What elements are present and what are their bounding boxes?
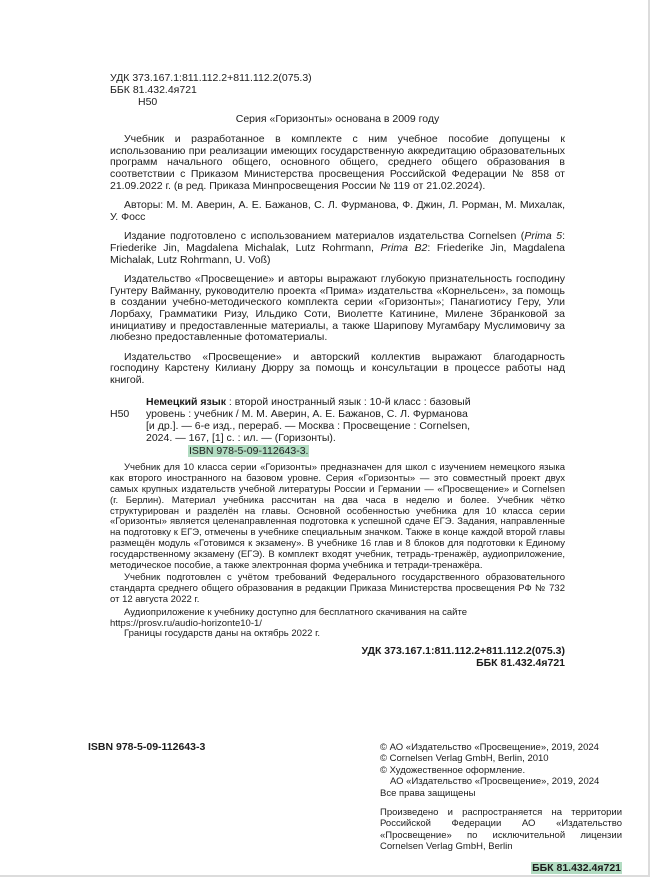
bottom-section [88, 742, 622, 874]
copyright-column [380, 742, 622, 874]
isbn-line [188, 445, 565, 457]
copyright-line: © Cornelsen Verlag GmbH, Berlin, 2010 [380, 753, 549, 765]
udk-code-right: УДК 373.167.1:811.112.2+811.112.2(075.3) [361, 645, 565, 658]
copyright-line: © Художественное оформление. [380, 764, 526, 776]
bib-line-4: 2024. — 167, [1] с. : ил. — (Горизонты). [146, 432, 336, 445]
prima5-title: Prima 5 [524, 230, 563, 243]
cornelsen-text-1: Издание подготовлено с использованием материалов издательства Cornelsen ( [124, 230, 525, 243]
bbk-code-top: ББК 81.432.4я721 [110, 84, 197, 97]
book-title: Немецкий язык [146, 396, 226, 409]
annotation-paragraph: Учебник для 10 класса серии «Горизонты» предназначен для школ с изучением немецкого языка как второго иностранного на базовом уровне. Серия «Горизонты» — это совместный проект двух самых крупных издательств учебной литературы России и Германии — «Просвещение» и Cornelsen (г. Берлин). Материал учебника рассчитан на два часа в неделю и более. Учебник чётко структурирован и разделён на главы. Основной особенностью учебника для 10 класса серии «Горизонты» является целенаправленная подготовка к успешной сдаче ЕГЭ. Задания, направленные на подготовку к ЕГЭ, отмечены в учебнике специальным значком. Также в конце каждой второй главы размещён модуль «Готовимся к экзамену». В учебнике 16 глав и 8 блоков для подготовки к Единому государственному экзамену (ЕГЭ). В комплект входят учебник, тетрадь-тренажёр, аудиоприложение, методическое пособие, а также электронная форма учебника и тетради-тренажёра. [110, 462, 565, 571]
isbn-bottom: ISBN 978-5-09-112643-3 [88, 741, 206, 753]
bbk-bottom [380, 863, 622, 874]
rights-reserved-line: Все права защищены [380, 787, 476, 799]
annotation-section [110, 463, 565, 640]
bbk-code-right: ББК 81.432.4я721 [476, 657, 565, 670]
copyright-line: АО «Издательство «Просвещение», 2019, 2024 [390, 776, 600, 788]
audio-paragraph [110, 608, 565, 630]
udk-code-top: УДК 373.167.1:811.112.2+811.112.2(075.3) [110, 72, 312, 84]
catalog-card [110, 396, 565, 457]
approval-paragraph: Учебник и разработанное в комплекте с ним учебное пособие допущены к использованию при реализации имеющих государственную аккредитацию образовательных программ начального общего, основного общего, среднего общего образования в соответствии с Приказом Министерства просвещения Российской Федерации № 858 от 21.09.2022 г. (в ред. Приказа Минпросвещения России № 119 от 21.02.2024). [110, 133, 565, 192]
classification-codes-right [110, 645, 565, 669]
author-sign-card: Н50 [110, 408, 130, 421]
bbk-search-highlight: ББК 81.432.4я721 [532, 861, 621, 874]
series-note: Серия «Горизонты» основана в 2009 году [235, 112, 440, 125]
author-sign-top: Н50 [138, 96, 158, 109]
map-borders-note: Границы государств даны на октябрь 2022 г. [124, 628, 321, 640]
audio-url[interactable]: https://prosv.ru/audio-horizonte10-1/ [110, 617, 262, 629]
distribution-paragraph: Произведено и распространяется на территории Российской Федерации АО «Издательство «Просвещение» по исключительной лицензии Cornelsen Verlag GmbH, Berlin [380, 807, 622, 853]
cornelsen-text-2: : Friederike Jin, Magdalena Michalak, Lutz Rohrmann, [110, 230, 565, 254]
acknowledgement-paragraph: Издательство «Просвещение» и авторы выражают глубокую признательность господину Гунтеру Вайманну, руководителю проекта «Прима» издательства «Корнельсен», за помощь в создании учебно-методического комплекта серии «Горизонты»; Панагиотису Геру, Ули Лорбаху, Грамматики Ризу, Ильдико Соти, Виолетте Катинине, Милене Збранковой за инициативу и предоставленные материалы, а также Шарипову Мугамбару Муслимовичу за любезно предоставленные фотоматериалы. [110, 273, 565, 344]
thanks-paragraph: Издательство «Просвещение» и авторский коллектив выражают благодарность господину Карстену Килиану Дюрру за помощь и консультации в процессе работы над книгой. [110, 350, 565, 386]
isbn-search-highlight: ISBN 978-5-09-112643-3. [189, 445, 309, 458]
audio-note-text: Аудиоприложение к учебнику доступно для бесплатного скачивания на сайте [124, 606, 467, 618]
bib-line-2: уровень : учебник / М. М. Аверин, А. Е. Бажанов, С. Л. Фурманова [146, 408, 468, 421]
cornelsen-text-3: : Friederike Jin, Magdalena Michalak, Lutz Rohrmann, U. Voß) [110, 241, 565, 266]
bib-line-3: [и др.]. — 6-е изд., перераб. — Москва : Просвещение : Cornelsen, [146, 420, 471, 433]
bib-line-1 [146, 396, 565, 408]
cornelsen-materials-paragraph [110, 231, 565, 266]
classification-codes-top [110, 72, 565, 109]
copyright-line: © АО «Издательство «Просвещение», 2019, 2024 [380, 742, 599, 753]
authors-paragraph: Авторы: М. М. Аверин, А. Е. Бажанов, С. Л. Фурманова, Ф. Джин, Л. Рорман, М. Михалак, У. Фосс [110, 199, 565, 223]
fgos-paragraph: Учебник подготовлен с учётом требований Федерального государственного образовательного стандарта среднего общего образования в редакции Приказа Министерства просвещения РФ № 732 от 12 августа 2022 г. [110, 572, 565, 606]
primab2-title: Prima B2 [380, 241, 428, 254]
bib-line-1-rest: : второй иностранный язык : 10-й класс : базовый [226, 396, 471, 409]
